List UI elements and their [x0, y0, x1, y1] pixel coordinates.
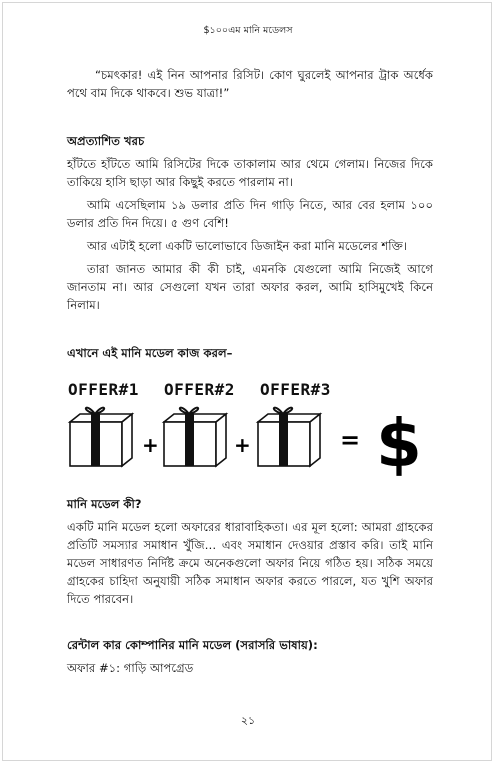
gift-box-1-icon	[70, 408, 132, 466]
equals-sign: =	[340, 426, 361, 454]
offer-2-label: OFFER#2	[164, 380, 235, 399]
section-how-it-worked	[67, 344, 433, 362]
offer-list-item: অফার #১: গাড়ি আপগ্রেড	[67, 661, 194, 675]
section-unexpected-cost	[67, 132, 433, 314]
section-heading-what-is-money-model: মানি মডেল কী?	[67, 497, 142, 511]
offer-3-label: OFFER#3	[260, 380, 331, 399]
dollar-sign-icon: $	[376, 405, 422, 482]
paragraph-3: আর এটাই হলো একটি ভালোভাবে ডিজাইন করা মানি মডেলের শক্তি।	[87, 239, 407, 253]
running-header: $১০০এম মানি মডেলস	[203, 25, 293, 36]
offer-illustration	[66, 380, 432, 488]
paragraph-1: হাঁটতে হাঁটতে আমি রিসিটের দিকে তাকালাম আর থেমে গেলাম। নিজের দিকে তাকিয়ে হাসি ছাড়া আর কিছুই করতে পারলাম না।	[67, 157, 433, 189]
gift-box-equation	[66, 380, 432, 488]
gift-box-3-icon	[258, 408, 320, 466]
plus-sign-1: +	[142, 433, 159, 457]
paragraph-2: আমি এসেছিলাম ১৯ ডলার প্রতি দিন গাড়ি নিতে, আর বের হলাম ১০০ ডলার প্রতি দিন দিয়ে। ৫ গুণ বেশি!	[67, 198, 433, 230]
quote-block	[67, 66, 433, 102]
plus-sign-2: +	[234, 433, 251, 457]
paragraph-4: তারা জানত আমার কী কী চাই, এমনকি যেগুলো আমি নিজেই আগে জানতাম না। আর সেগুলো যখন তারা অফার করল, আমি হাসিমুখেই কিনে নিলাম।	[67, 262, 433, 312]
section-what-is-money-model	[67, 495, 433, 608]
section-heading-how-it-worked: এখানে এই মানি মডেল কাজ করল–	[67, 346, 233, 360]
gift-box-2-icon	[164, 408, 226, 466]
section-heading-rental-car: রেন্টাল কার কোম্পানির মানি মডেল (সরাসরি ভাষায়):	[67, 638, 318, 652]
section-heading-unexpected-cost: অপ্রত্যাশিত খরচ	[67, 134, 145, 148]
paragraph-money-model: একটি মানি মডেল হলো অফারের ধারাবাহিকতা। এর মূল হলো: আমরা গ্রাহকের প্রতিটি সমস্যার সমাধান খুঁজি… এবং সমাধান দেওয়ার প্রস্তাব করি। তাই মানি মডেল সাধারণত নির্দিষ্ট ক্রমে অনেকগুলো অফার নিয়ে গঠিত হয়। সঠিক সময়ে গ্রাহকের চাহিদা অনুযায়ী সঠিক সমাধান অফার করতে পারলে, যত খুশি অফার দিতে পারবেন।	[67, 520, 433, 606]
page-number: ২১	[240, 714, 256, 727]
section-rental-car-model	[67, 636, 433, 677]
receipt-quote: “চমৎকার! এই নিন আপনার রিসিট। কোণ ঘুরলেই আপনার ট্রাক অর্ধেক পথে বাম দিকে থাকবে। শুভ যাত্রা!”	[67, 68, 433, 100]
offer-1-label: OFFER#1	[68, 380, 139, 399]
